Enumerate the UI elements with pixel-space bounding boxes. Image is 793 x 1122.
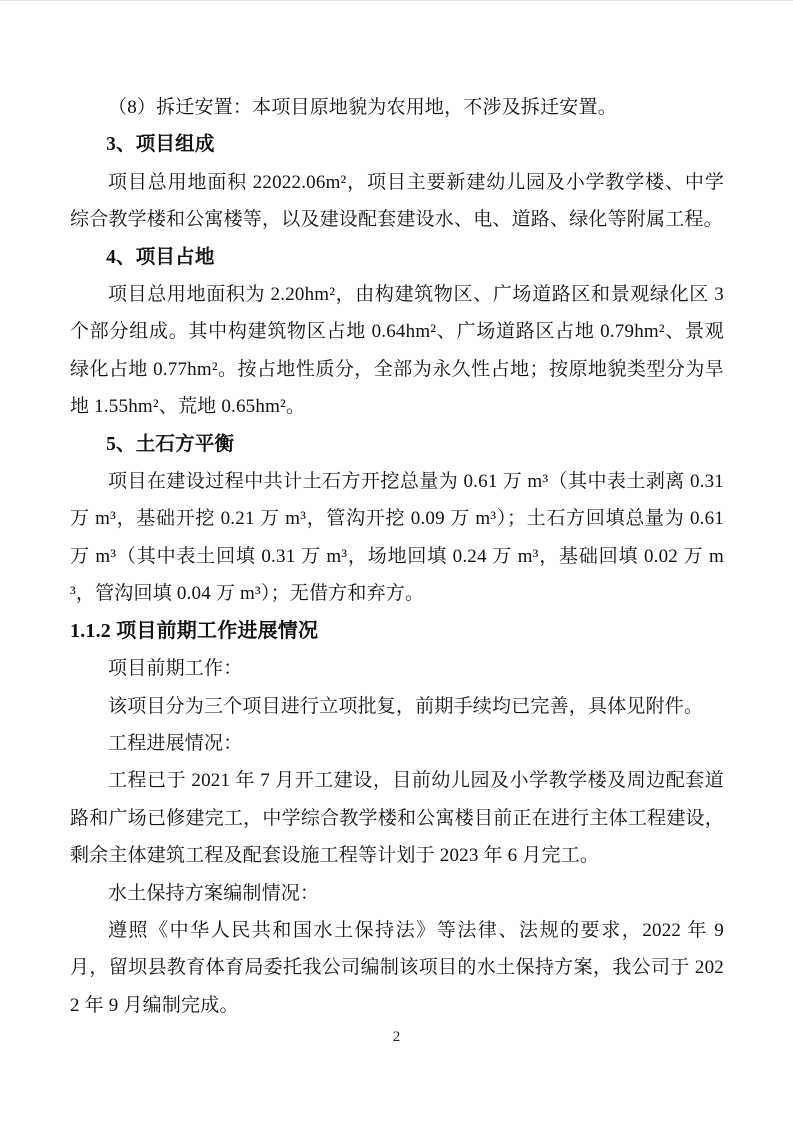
heading-land-occupation: 4、项目占地 (106, 246, 215, 268)
heading-earthwork-balance: 5、土石方平衡 (106, 433, 235, 455)
paragraph-plan-compilation-label: 水土保持方案编制情况： (108, 882, 320, 904)
heading-project-composition: 3、项目组成 (106, 134, 215, 156)
paragraph-preliminary-work-label: 项目前期工作： (108, 658, 243, 680)
paragraph-plan-compilation: 遵照《中华人民共和国水土保持法》等法律、法规的要求，2022 年 9 月，留坝县教育体育局委托我公司编制该项目的水土保持方案，我公司于 2022 年 9 月编制完成。 (70, 919, 724, 1016)
document-body (70, 89, 724, 1024)
page-number: 2 (392, 1029, 401, 1045)
paragraph-project-composition: 项目总用地面积 22022.06m²，项目主要新建幼儿园及小学教学楼、中学综合教学楼和公寓楼等，以及建设配套建设水、电、道路、绿化等附属工程。 (70, 171, 724, 231)
paragraph-earthwork-balance: 项目在建设过程中共计土石方开挖总量为 0.61 万 m³（其中表土剥离 0.31 万 m³，基础开挖 0.21 万 m³，管沟开挖 0.09 万 m³）；土石方回填总量为 0.61 万 m³（其中表土回填 0.31 万 m³，场地回填 0.24 万 m³，基础回填 0.02 万 m³，管沟回填 0.04 万 m³）；无借方和弃方。 (70, 471, 724, 605)
paragraph-construction-progress: 工程已于 2021 年 7 月开工建设，目前幼儿园及小学教学楼及周边配套道路和广场已修建完工，中学综合教学楼和公寓楼目前正在进行主体工程建设，剩余主体建筑工程及配套设施工程等计划于 2023 年 6 月完工。 (70, 770, 724, 867)
paragraph-land-occupation: 项目总用地面积为 2.20hm²，由构建筑物区、广场道路区和景观绿化区 3 个部分组成。其中构建筑物区占地 0.64hm²、广场道路区占地 0.79hm²、景观绿化占地 0.77hm²。按占地性质分，全部为永久性占地；按原地貌类型分为旱地 1.55hm²、荒地 0.65hm²。 (70, 284, 724, 418)
heading-preliminary-work-progress: 1.1.2 项目前期工作进展情况 (70, 619, 319, 642)
paragraph-construction-progress-label: 工程进展情况： (108, 732, 243, 754)
paragraph-approval-status: 该项目分为三个项目进行立项批复，前期手续均已完善，具体见附件。 (108, 695, 704, 717)
paragraph-relocation: （8）拆迁安置：本项目原地貌为农用地，不涉及拆迁安置。 (108, 97, 617, 118)
